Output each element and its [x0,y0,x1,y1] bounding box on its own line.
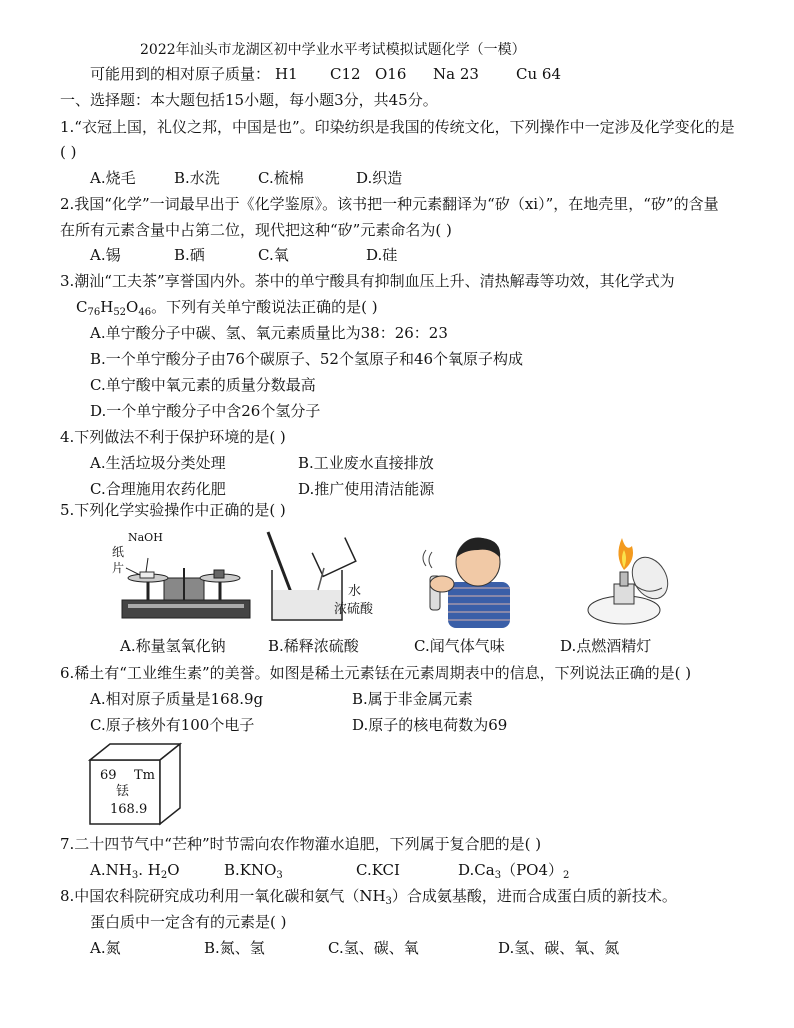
q6-option-d: D.原子的核电荷数为69 [352,716,508,734]
q7-option-c: C.KCI [356,861,400,879]
atomic-mass-cu: Cu 64 [516,65,561,83]
q2-option-b: B.硒 [174,246,205,264]
q8-option-d: D.氢、碳、氧、氮 [498,939,620,957]
q1-option-b: B.水洗 [174,169,220,187]
q6-option-b: B.属于非金属元素 [352,690,473,708]
q4-stem: 4.下列做法不利于保护环境的是( ) [60,428,286,446]
exam-title: 2022年汕头市龙湖区初中学业水平考试模拟试题化学（一模） [140,42,526,58]
q7-option-a: $A.NH_3$. $H_2O$ [90,861,180,881]
element-mass: 168.9 [110,802,148,817]
q5-option-c: C.闻气体气味 [414,637,505,655]
q3-stem-2: $C_{76}H_{52}O_{46}$。下列有关单宁酸说法正确的是( ) [76,298,378,318]
q2-option-a: A.锡 [90,246,121,264]
q7-option-d: $D.Ca_3(PO4)_2$ [458,861,570,881]
q4-option-b: B.工业废水直接排放 [298,454,434,472]
q5-option-b: B.稀释浓硫酸 [268,637,359,655]
figure-naoh-label: NaOH [128,531,163,544]
q2-option-d: D.硅 [366,246,398,264]
q5-option-d: D.点燃酒精灯 [560,637,652,655]
q3-option-d: D.一个单宁酸分子中含26个氢分子 [90,402,321,420]
q1-stem: 1.“衣冠上国，礼仪之邦，中国是也”。印染纺织是我国的传统文化，下列操作中一定涉及化学变化的是 [60,118,735,136]
q6-option-c: C.原子核外有100个电子 [90,716,255,734]
element-number: 69 [100,768,117,783]
q7-option-b: $B.KNO_3$ [224,861,283,881]
q2-option-c: C.氧 [258,246,289,264]
q8-stem-1: 8.中国农科院研究成功利用一氧化碳和氨气$(NH_3)$合成氨基酸，进而合成蛋白质的新技术。 [60,887,677,907]
q3-option-c: C.单宁酸中氧元素的质量分数最高 [90,376,316,394]
q4-option-d: D.推广使用清洁能源 [298,480,435,498]
q5-option-a: A.称量氢氧化钠 [120,637,226,655]
element-symbol: Tm [134,768,155,783]
q3-formula: $C_{76}H_{52}O_{46}$ [76,298,152,318]
q3-option-b: B.一个单宁酸分子由76个碳原子、52个氢原子和46个氧原子构成 [90,350,524,368]
atomic-mass-label: 可能用到的相对原子质量： [90,65,271,83]
figure-smelling-gas [412,528,522,628]
q2-stem-2: 在所有元素含量中占第二位，现代把这种“矽”元素命名为( ) [60,221,452,239]
q6-option-a: A.相对原子质量是168.9g [90,690,264,708]
q4-option-a: A.生活垃圾分类处理 [90,454,226,472]
q1-option-a: A.烧毛 [90,169,136,187]
q8-option-c: C.氢、碳、氧 [328,939,419,957]
q1-option-c: C.梳棉 [258,169,304,187]
q8-option-b: B.氮、氢 [204,939,265,957]
q8-stem-2: 蛋白质中一定含有的元素是( ) [90,913,287,931]
element-name: 铥 [116,784,130,799]
q3-option-a: A.单宁酸分子中碳、氢、氧元素质量比为38：26：23 [90,324,448,342]
q5-stem: 5.下列化学实验操作中正确的是( ) [60,501,286,519]
atomic-mass-c: C12 [330,65,361,83]
figure-paper-label-2: 片 [112,561,125,575]
q7-stem: 7.二十四节气中“芒种”时节需向农作物灌水追肥，下列属于复合肥的是( ) [60,835,542,853]
q8-option-a: A.氮 [90,939,121,957]
q1-paren: ( ) [60,143,77,161]
q4-option-c: C.合理施用农药化肥 [90,480,226,498]
figure-acid-label: 浓硫酸 [334,602,374,617]
q2-stem-1: 2.我国“化学”一词最早出于《化学鉴原》。该书把一种元素翻译为“矽（xi）”，在地壳里，“矽”的含量 [60,195,719,213]
q3-stem-1: 3.潮汕“工夫茶”享誉国内外。茶中的单宁酸具有抑制血压上升、清热解毒等功效，其化学式为 [60,272,675,290]
figure-paper-label-1: 纸 [112,545,125,559]
figure-water-label: 水 [348,584,362,599]
figure-alcohol-lamp [574,526,674,628]
q1-option-d: D.织造 [356,169,403,187]
atomic-mass-o: O16 [375,65,407,83]
section-heading: 一、选择题：本大题包括15小题，每小题3分，共45分。 [60,91,438,109]
atomic-mass-na: Na 23 [433,65,479,83]
atomic-mass-h: H1 [275,65,298,83]
q6-stem: 6.稀土有“工业维生素”的美誉。如图是稀土元素铥在元素周期表中的信息，下列说法正确的是( ) [60,664,692,682]
